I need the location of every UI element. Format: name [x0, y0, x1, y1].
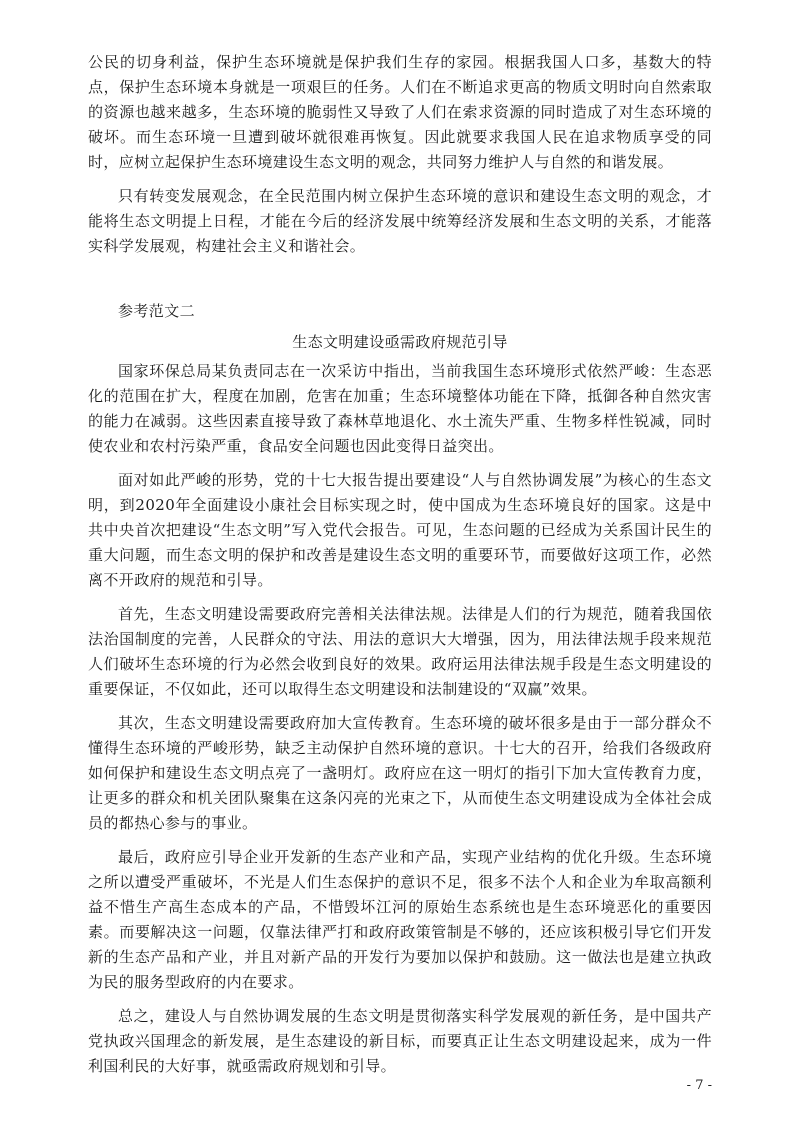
article-paragraph: 国家环保总局某负责同志在一次采访中指出，当前我国生态环境形式依然严峻：生态恶化的范围在扩大，程度在加剧，危害在加重；生态环境整体功能在下降，抵御各种自然灾害的能力在减弱。这些因素直接导致了森林草地退化、水土流失严重、生物多样性锐减，同时使农业和农村污染严重，食品安全问题也因此变得日益突出。: [88, 362, 712, 455]
paragraph-conclusion: 只有转变发展观念，在全民范围内树立保护生态环境的意识和建设生态文明的观念，才能将生态文明提上日程，才能在今后的经济发展中统筹经济发展和生态文明的关系，才能落实科学发展观，构建社会主义和谐社会。: [88, 187, 712, 255]
article-title: 生态文明建设亟需政府规范引导: [292, 333, 508, 351]
page-number: - 7 -: [686, 1078, 712, 1093]
section-label: 参考范文二: [118, 302, 196, 320]
article-paragraph: 其次，生态文明建设需要政府加大宣传教育。生态环境的破坏很多是由于一部分群众不懂得生态环境的严峻形势，缺乏主动保护自然环境的意识。十七大的召开，给我们各级政府如何保护和建设生态文明点亮了一盏明灯。政府应在这一明灯的指引下加大宣传教育力度，让更多的群众和机关团队聚集在这条闪亮的光束之下，从而使生态文明建设成为全体社会成员的都热心参与的事业。: [88, 714, 712, 832]
article-paragraph: 最后，政府应引导企业开发新的生态产业和产品，实现产业结构的优化升级。生态环境之所以遭受严重破坏，不光是人们生态保护的意识不足，很多不法个人和企业为牟取高额利益不惜生产高生态成本的产品，不惜毁坏江河的原始生态系统也是生态环境恶化的重要因素。而要解决这一问题，仅靠法律严打和政府政策管制是不够的，还应该积极引导它们开发新的生态产品和产业，并且对新产品的开发行为要加以保护和鼓励。这一做法也是建立执政为民的服务型政府的内在要求。: [88, 848, 712, 991]
article-paragraph: 总之，建设人与自然协调发展的生态文明是贯彻落实科学发展观的新任务，是中国共产党执政兴国理念的新发展，是生态建设的新目标，而要真正让生态文明建设起来，成为一件利国利民的大好事，就亟需政府规划和引导。: [88, 1007, 712, 1075]
document-page: [88, 50, 712, 1079]
article-paragraph: 面对如此严峻的形势，党的十七大报告提出要建设“人与自然协调发展”为核心的生态文明，到2020年全面建设小康社会目标实现之时，使中国成为生态环境良好的国家。这是中共中央首次把建设“生态文明”写入党代会报告。可见，生态问题的已经成为关系国计民生的重大问题，而生态文明的保护和改善是建设生态文明的重要环节，而要做好这项工作，必然离不开政府的规范和引导。: [88, 471, 712, 589]
paragraph-continued: 公民的切身利益，保护生态环境就是保护我们生存的家园。根据我国人口多，基数大的特点，保护生态环境本身就是一项艰巨的任务。人们在不断追求更高的物质文明时向自然索取的资源也越来越多，生态环境的脆弱性又导致了人们在索求资源的同时造成了对生态环境的破坏。而生态环境一旦遭到破坏就很难再恢复。因此就要求我国人民在追求物质享受的同时，应树立起保护生态环境建设生态文明的观念，共同努力维护人与自然的和谐发展。: [88, 53, 712, 171]
article-paragraph: 首先，生态文明建设需要政府完善相关法律法规。法律是人们的行为规范，随着我国依法治国制度的完善，人民群众的守法、用法的意识大大增强，因为，用法律法规手段来规范人们破坏生态环境的行为必然会收到良好的效果。政府运用法律法规手段是生态文明建设的重要保证，不仅如此，还可以取得生态文明建设和法制建设的“双赢”效果。: [88, 605, 712, 698]
